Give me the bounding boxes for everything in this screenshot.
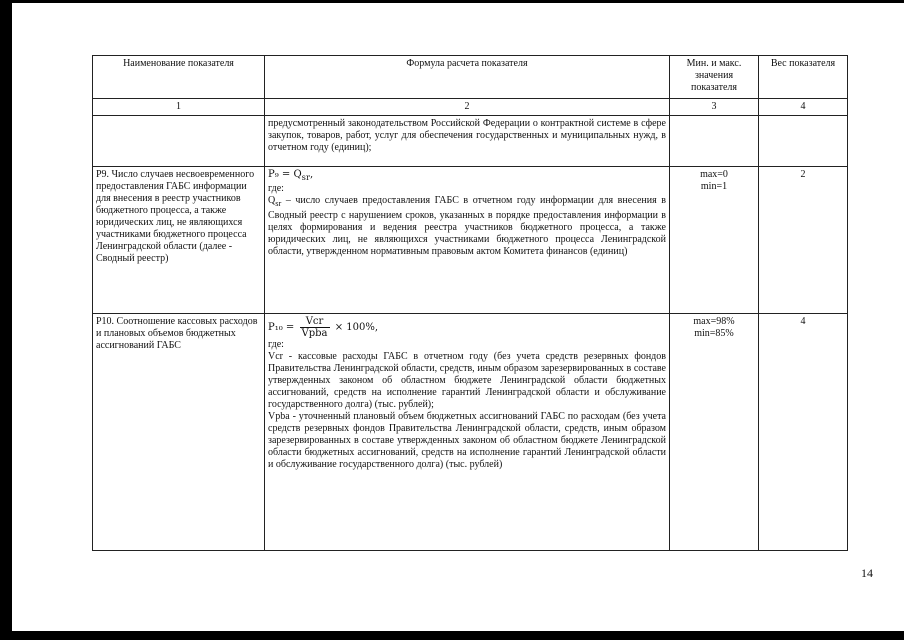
column-number-row <box>93 99 848 116</box>
fraction-numerator: Vсr <box>300 316 330 328</box>
weight-p9: 2 <box>759 167 848 314</box>
header-minmax: Мин. и макс. значения показателя <box>670 56 759 99</box>
where-label: где: <box>268 183 284 194</box>
where-label: где: <box>268 339 284 350</box>
column-number: 1 <box>93 99 265 116</box>
scan-border-bottom <box>0 631 904 640</box>
indicator-name-p9: Р9. Число случаев несвоевременного предоставления ГАБС информации для внесения в реестр участников бюджетного процесса, а также юридических лиц, не являющихся участниками бюджетного процесса Ленинградской области (далее - Сводный реестр) <box>93 167 265 314</box>
column-number: 2 <box>265 99 670 116</box>
formula-cell-p10 <box>265 314 670 551</box>
min-value: min=1 <box>700 181 728 192</box>
formula-p10 <box>268 316 666 339</box>
max-value: max=0 <box>700 169 728 180</box>
formula-lhs: P₁₀ = <box>268 322 295 333</box>
continuation-text: предусмотренный законодательством Российской Федерации о контрактной системе в сфере закупок, товаров, работ, услуг для обеспечения государственных и муниципальных нужд, в отчетном году (единиц); <box>265 116 670 167</box>
empty-cell <box>670 116 759 167</box>
minmax-cell-p9 <box>670 167 759 314</box>
formula-description-vpba: Vpba - уточненный плановый объем бюджетных ассигнований ГАБС по расходам (без учета средств резервных фондов Правительства Ленинградской области, средств, иным образом зарезервированных в составе утвержденных законом об областном бюджете Ленинградской области бюджетных ассигнований, средств на исполнение гарантий Ленинградской области и обслуживание государственного долга) (тыс. рублей) <box>268 411 666 470</box>
column-number: 3 <box>670 99 759 116</box>
empty-cell <box>93 116 265 167</box>
min-value: min=85% <box>694 328 734 339</box>
formula-description-p9: $Q_{sr}$ – число случаев предоставления ГАБС в отчетном году информации для внесения в Сводный реестр с нарушением сроков, указанных в порядке предоставления информации в целях формирования и ведения реестра участников бюджетного процесса, а также юридических лиц, не являющихся участниками бюджетного процесса Ленинградской области, утвержденном нормативным правовым актом Комитета финансов (единиц) <box>268 195 666 257</box>
table-row-p10 <box>93 314 848 551</box>
weight-p10: 4 <box>759 314 848 551</box>
column-number: 4 <box>759 99 848 116</box>
minmax-cell-p10 <box>670 314 759 551</box>
formula-p9 <box>268 169 666 183</box>
formula-subscript: sr <box>301 172 310 182</box>
header-weight: Вес показателя <box>759 56 848 99</box>
continuation-row <box>93 116 848 167</box>
formula-cell-p9 <box>265 167 670 314</box>
formula-tail: × 100%, <box>334 322 379 333</box>
formula-lhs: P₉ = Q <box>268 169 302 180</box>
header-row <box>93 56 848 99</box>
page-number: 14 <box>861 566 873 580</box>
header-indicator-name: Наименование показателя <box>93 56 265 99</box>
scan-border-left <box>0 0 12 640</box>
header-formula: Формула расчета показателя <box>265 56 670 99</box>
indicator-name-p10: Р10. Соотношение кассовых расходов и плановых объемов бюджетных ассигнований ГАБС <box>93 314 265 551</box>
table-row-p9 <box>93 167 848 314</box>
max-value: max=98% <box>693 316 735 327</box>
formula-fraction <box>300 316 330 339</box>
fraction-denominator: Vpba <box>301 328 328 339</box>
indicator-table <box>92 55 848 551</box>
formula-tail: , <box>309 169 314 180</box>
empty-cell <box>759 116 848 167</box>
formula-description-vcr: Vсr - кассовые расходы ГАБС в отчетном году (без учета средств резервных фондов Правительства Ленинградской области, средств, иным образом зарезервированных в составе утвержденных законом об областном бюджете Ленинградской области бюджетных ассигнований, средств на исполнение гарантий Ленинградской области и обслуживание государственного долга) (тыс. рублей); <box>268 351 666 410</box>
scan-border-top <box>0 0 904 3</box>
